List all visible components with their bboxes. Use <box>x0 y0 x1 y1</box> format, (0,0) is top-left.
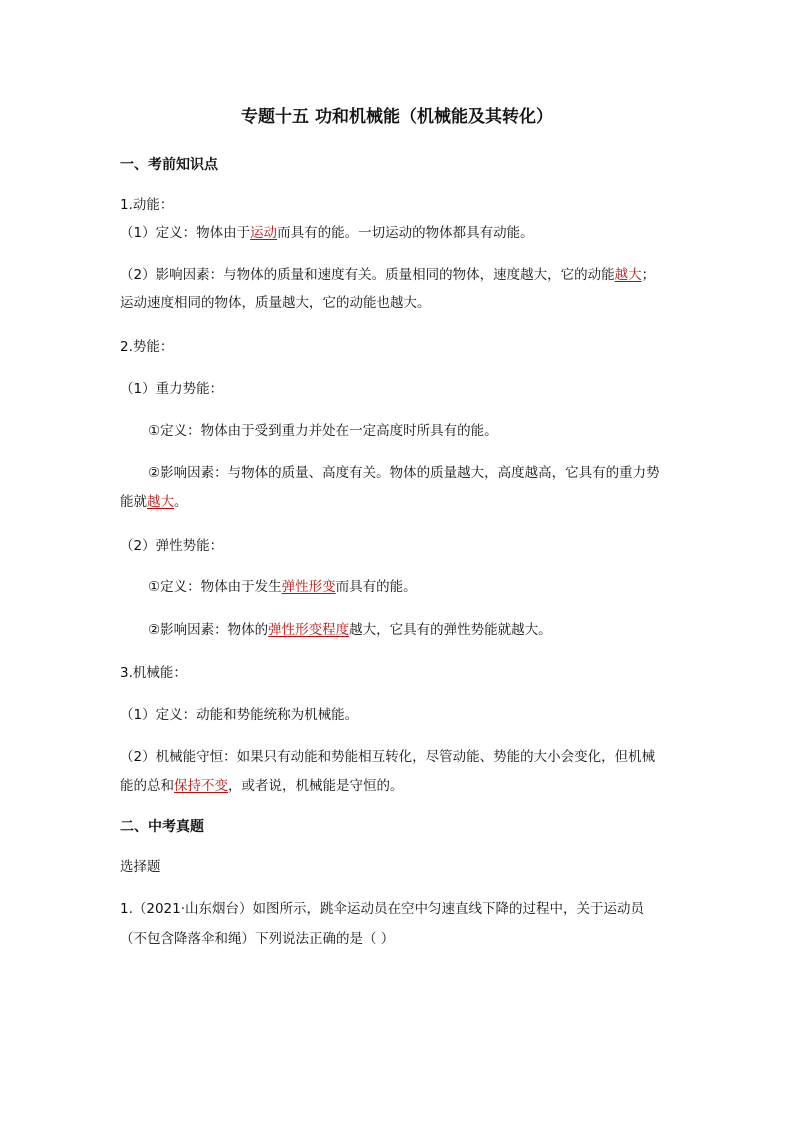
answer-underline: 弹性形变程度 <box>268 622 350 638</box>
section-heading-knowledge: 一、考前知识点 <box>120 157 218 173</box>
kinetic-energy-factors-cont: 运动速度相同的物体，质量越大，它的动能也越大。 <box>120 295 431 311</box>
section-heading-exam: 二、中考真题 <box>120 819 204 835</box>
elastic-pe-heading: （2）弹性势能： <box>120 538 224 554</box>
mechanical-energy-conservation-cont: 能的总和保持不变，或者说，机械能是守恒的。 <box>120 778 404 794</box>
potential-energy-heading: 2.势能： <box>120 339 174 355</box>
answer-underline: 越大 <box>147 494 174 510</box>
answer-underline: 弹性形变 <box>281 579 336 595</box>
answer-underline: 越大 <box>614 267 642 283</box>
elastic-pe-factors: ②影响因素：物体的弹性形变程度越大，它具有的弹性势能就越大。 <box>148 622 552 638</box>
gravitational-pe-factors-cont: 能就越大。 <box>120 494 188 510</box>
elastic-pe-definition: ①定义：物体由于发生弹性形变而具有的能。 <box>148 579 417 595</box>
page-title: 专题十五 功和机械能（机械能及其转化） <box>241 107 553 127</box>
gravitational-pe-heading: （1）重力势能： <box>120 381 224 397</box>
answer-underline: 保持不变 <box>174 778 228 794</box>
kinetic-energy-heading: 1.动能： <box>120 197 174 213</box>
mechanical-energy-definition: （1）定义：动能和势能统称为机械能。 <box>120 707 359 723</box>
mechanical-energy-heading: 3.机械能： <box>120 665 187 681</box>
gravitational-pe-definition: ①定义：物体由于受到重力并处在一定高度时所具有的能。 <box>148 423 498 439</box>
gravitational-pe-factors: ②影响因素：与物体的质量、高度有关。物体的质量越大，高度越高，它具有的重力势 <box>148 465 660 481</box>
mechanical-energy-conservation: （2）机械能守恒：如果只有动能和势能相互转化，尽管动能、势能的大小会变化，但机械 <box>120 749 656 765</box>
kinetic-energy-definition: （1）定义：物体由于运动而具有的能。一切运动的物体都具有动能。 <box>120 225 534 241</box>
kinetic-energy-factors: （2）影响因素：与物体的质量和速度有关。质量相同的物体，速度越大，它的动能越大； <box>120 267 656 283</box>
question-1-text: 1.（2021·山东烟台）如图所示，跳伞运动员在空中匀速直线下降的过程中，关于运动员 <box>120 901 645 917</box>
question-type-label: 选择题 <box>120 859 161 875</box>
answer-underline: 运动 <box>250 225 278 241</box>
question-1-text-cont: （不包含降落伞和绳）下列说法正确的是（ ） <box>120 931 395 947</box>
